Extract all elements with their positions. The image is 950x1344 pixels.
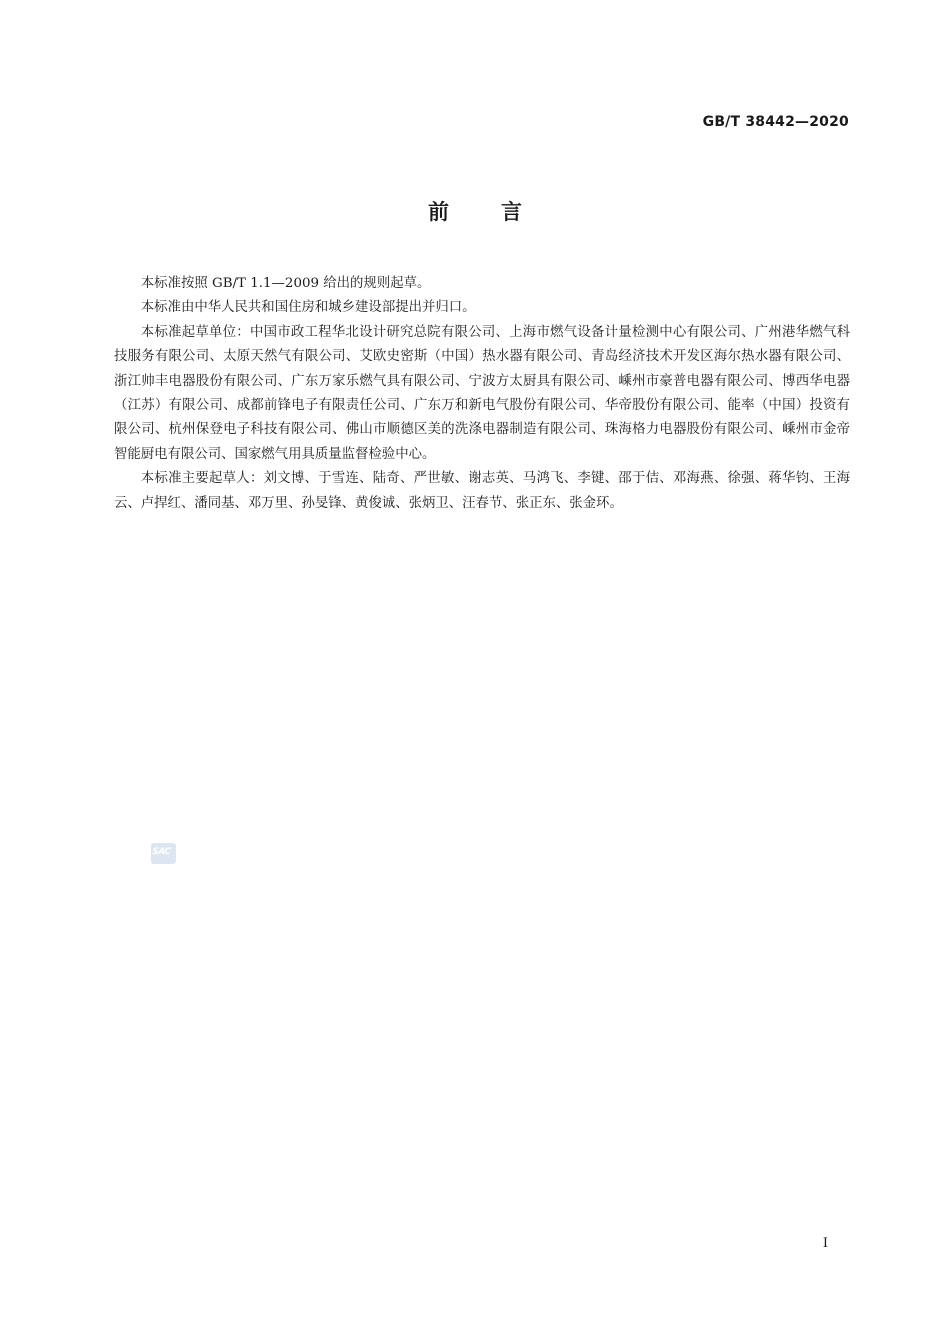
standard-number: GB/T 38442—2020	[702, 114, 849, 130]
paragraph-drafting-rules: 本标准按照 GB/T 1.1—2009 给出的规则起草。	[140, 276, 431, 291]
page-number: I	[822, 1236, 828, 1251]
foreword-body	[114, 272, 850, 516]
paragraph-proposer: 本标准由中华人民共和国住房和城乡建设部提出并归口。	[140, 300, 476, 316]
paragraph-main-drafters: 本标准主要起草人：刘文博、于雪连、陆奇、严世敏、谢志英、马鸿飞、李键、邵于佶、邓海燕、徐强、蒋华钧、王海云、卢捍红、潘同基、邓万里、孙旻锋、黄俊诚、张炳卫、汪春节、张正东、张金环。	[114, 471, 850, 511]
watermark-label: SAC	[151, 847, 171, 857]
paragraph-drafting-units: 本标准起草单位：中国市政工程华北设计研究总院有限公司、上海市燃气设备计量检测中心有限公司、广州港华燃气科技服务有限公司、太原天然气有限公司、艾欧史密斯（中国）热水器有限公司、青岛经济技术开发区海尔热水器有限公司、浙江帅丰电器股份有限公司、广东万家乐燃气具有限公司、宁波方太厨具有限公司、嵊州市豪普电器有限公司、博西华电器（江苏）有限公司、成都前锋电子有限责任公司、广东万和新电气股份有限公司、华帝股份有限公司、能率（中国）投资有限公司、杭州保登电子科技有限公司、佛山市顺德区美的洗涤电器制造有限公司、珠海格力电器股份有限公司、嵊州市金帝智能厨电有限公司、国家燃气用具质量监督检验中心。	[114, 324, 850, 462]
sac-watermark-logo	[151, 843, 176, 864]
page-title: 前言	[428, 200, 574, 224]
